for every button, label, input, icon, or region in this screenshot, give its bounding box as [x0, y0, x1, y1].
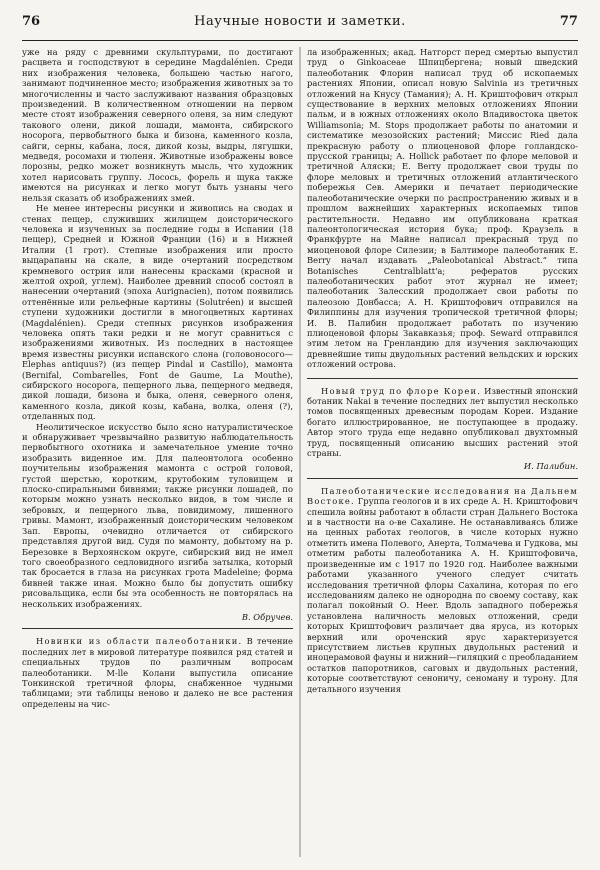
running-title: Научные новости и заметки.	[194, 14, 406, 29]
section-paragraph	[307, 486, 578, 694]
column-divider	[300, 47, 301, 857]
right-column	[307, 47, 578, 857]
paragraph: Неолитическое искусство было ясно натуралистическое и обнаруживает чрезвычайно развитую наблюдательность первобытного охотника и замечательное умение точно изобразить виденное им. Для палеонтолога особенно поучительны изображения мамонта с острой головой, густой шерстью, коротким, крутобоким туловищем и плоско-спиральными бивнями; также рисунки лошадей, по которым можно узнать несколько видов, в том числе и зебровых, и пещерного льва, повидимому, лишенного гривы. Мамонт, изображенный доисторическим человеком Зап. Европы, очевидно отличается от сибирского представляя другой вид. Судя по мамонту, добытому на р. Березовке в Верхоянском округе, сибирский вид не имел того своеобразного седловидного изгиба затылка, который так бросается в глаза на рисунках грота Madeleine; форма бивней также иная. Можно было бы допустить ошибку рисовальщика, если бы эта особенность не повторялась на нескольких изображениях.	[22, 421, 293, 609]
section-title: Новый труд по флоре Кореи.	[321, 385, 482, 396]
section-paragraph	[22, 636, 293, 709]
header-rule	[22, 40, 578, 41]
paragraph: Не менее интересны рисунки и живопись на сводах и стенах пещер, служивших жилищем доисторического человека и изученных за последние годы в Испании (18 пещер), Средней и Южной Франции (16) и в Нижней Италии (1 грот). Степные изображения или просто выцарапаны на скале, в виде очертаний посредством кремневого острия или нанесены красками (красной и желтой охрой, углем). Наиболее древний способ состоял в нанесении очертаний (эпоха Aurignacien), потом появились оттенённые или рельефные картины (Solutréen) и высшей ступени художники достигли в многоцветных картинах (Magdalénien). Среди степных рисунков изображения человека опять таки редки и не могут сравниться с изображениями животных. Из последних в настоящее время известны рисунки испанского слона (головоносого—Elephas antiquus?) (из пещер Pindal и Castillo), мамонта (Bernifal, Combarelles, Font de Gaume, La Mouthe), сибирского носорога, пещерного льва, пещерного медведя, дикой лошади, бизона и быка, оленя, северного оленя, каменного козла, дикой козы, кабана, волка, оленя (?), отделанных под.	[22, 203, 293, 422]
section-title: Новинки из области палеоботаники.	[36, 636, 243, 647]
section-text: Группа геологов и в их среде А. Н. Криштофович спешила войны работают в области стран Дальнего Востока и в частности на о-ве Сахалине. Не останавливаясь ближе на ценных работах геологов, в числе которых нужно отметить имена Полевого, Анерта, Толмачева и Гудкова, мы отметим работы палеоботаника А. Н. Криштофовича, произведенные им с 1917 по 1920 год. Наиболее важными работами указанного ученого следует считать исследования третичной флоры Сахалина, которая по его исследованиям далеко не однородна по своему составу, как полагал покойный О. Heer. Вдоль западного побережья установлена наличность меловых отложений, среди которых Криштофович различает два яруса, из которых верхний или ороченский ярус характеризуется присутствием листьев крупных двудольных растений и иноцерамовой фауны и нижний—гиляцкий с преобладанием остатков папоротников, саговых и двудольных растений, которые соответствуют сеноничу, сеноману и турону. Для детального изучения	[307, 496, 578, 694]
paragraph: ла изображенных; акад. Натгорст перед смертью выпустил труд о Ginkoaceae Шпицбергена; новый шведский палеоботаник Флорин написал труд об ископаемых растениях Японии, описал новую Salvinia из третичных отложений на Кнусу (Тамания); А. Н. Криштофович открыл существование в верхних меловых отложениях Японии пальм, и в южных отложениях около Владивостока цветок Williamsonia; M. Stops продолжает работы по анатомии и систематике мезозойских растений; Миссис Ried дала прекрасную работу о плиоценовой флоре голландско-прусской границы; A. Hollick работает по флоре меловой и третичной Аляски; Е. Berry продолжает свои труды по флоре меловых и третичных отложений атлантического побережья Сев. Америки и печатает периодические палеоботанические очерки по распространению живых и в прошлом важнейших характерных ископаемых типов растительности. Недавно им опубликована краткая палеонтологическая история бука; проф. Краузель в Франкфурте на Майне написал прекрасный труд по миоценовой флоре Силезии; в Балтиморе палеоботаник Е. Berry начал издавать „Paleobotanical Abstract.“ типа Botanisches Centralblatt'а; рефератов русских палеоботанических работ этот журнал не имеет; палеоботаник Залесский продолжает свои работы по палеозою Донбасса; А. Н. Криштофович отправился на Филиппины для изучения тропической третичной флоры; И. В. Палибин продолжает работать по изучению плиоценовой флоры Закавказья; проф. Seward отправился этим летом на Гренландию для изучения заключающих древнейшие типы двудольных растений вельдских и юрских отложений острова.	[307, 47, 578, 370]
page-number-right: 77	[559, 14, 578, 29]
section-separator	[307, 378, 578, 379]
section-separator	[22, 628, 293, 629]
section-paragraph	[307, 386, 578, 459]
section-separator	[307, 478, 578, 479]
left-column	[22, 47, 293, 857]
two-column-body	[22, 47, 578, 857]
page-number-left: 76	[22, 14, 41, 29]
author-signature: В. Обручев.	[241, 611, 293, 622]
page-header	[22, 14, 578, 36]
author-signature: И. Палибин.	[523, 461, 578, 472]
paragraph: уже на ряду с древними скульптурами, по достигают расцвета и господствуют в середине Magdalénien. Среди них изображения человека, большею частью нагого, занимают подчиненное место; изображения животных за то многочисленны и часто заслуживают названия образцовых произведений. В количественном отношении на первом месте стоят изображения северного оленя, за ним следуют такового олени, дикой лошади, мамонта, сибирского носорога, первобытного быка и бизона, каменного козла, сайги, серны, кабана, лося, дикой козы, выдры, лягушки, медведя, росомахи и тюленя. Животные изображены вовсе лорозны, редко может возникнуть мысль, что художник хотел нарисовать группу. Лосось, форель и щука также имеются на рисунках и легко могут быть узнаны чего нельзя сказать об изображениях змей.	[22, 47, 293, 203]
section-text: В течение последних лет в мировой литературе появился ряд статей и специальных трудов по различным вопросам палеоботаники. M-lle Колани выпустила описание Тонкинской третичной флоры, снабженное чудными таблицами; эти таблицы неново и далеко не все растения определены на чис-	[22, 636, 293, 709]
section-title: Палеоботанические исследования на Дальнем Востоке.	[307, 485, 578, 507]
section-text: Известный японский ботаник Nakai в течение последних лет выпустил несколько томов посвященных древесным породам Кореи. Издание богато иллюстрированное, не поступающее в продажу. Автор этого труда еще недавно опубликовал двухтомный труд, посвященный описанию высших растений этой страны.	[307, 385, 578, 459]
